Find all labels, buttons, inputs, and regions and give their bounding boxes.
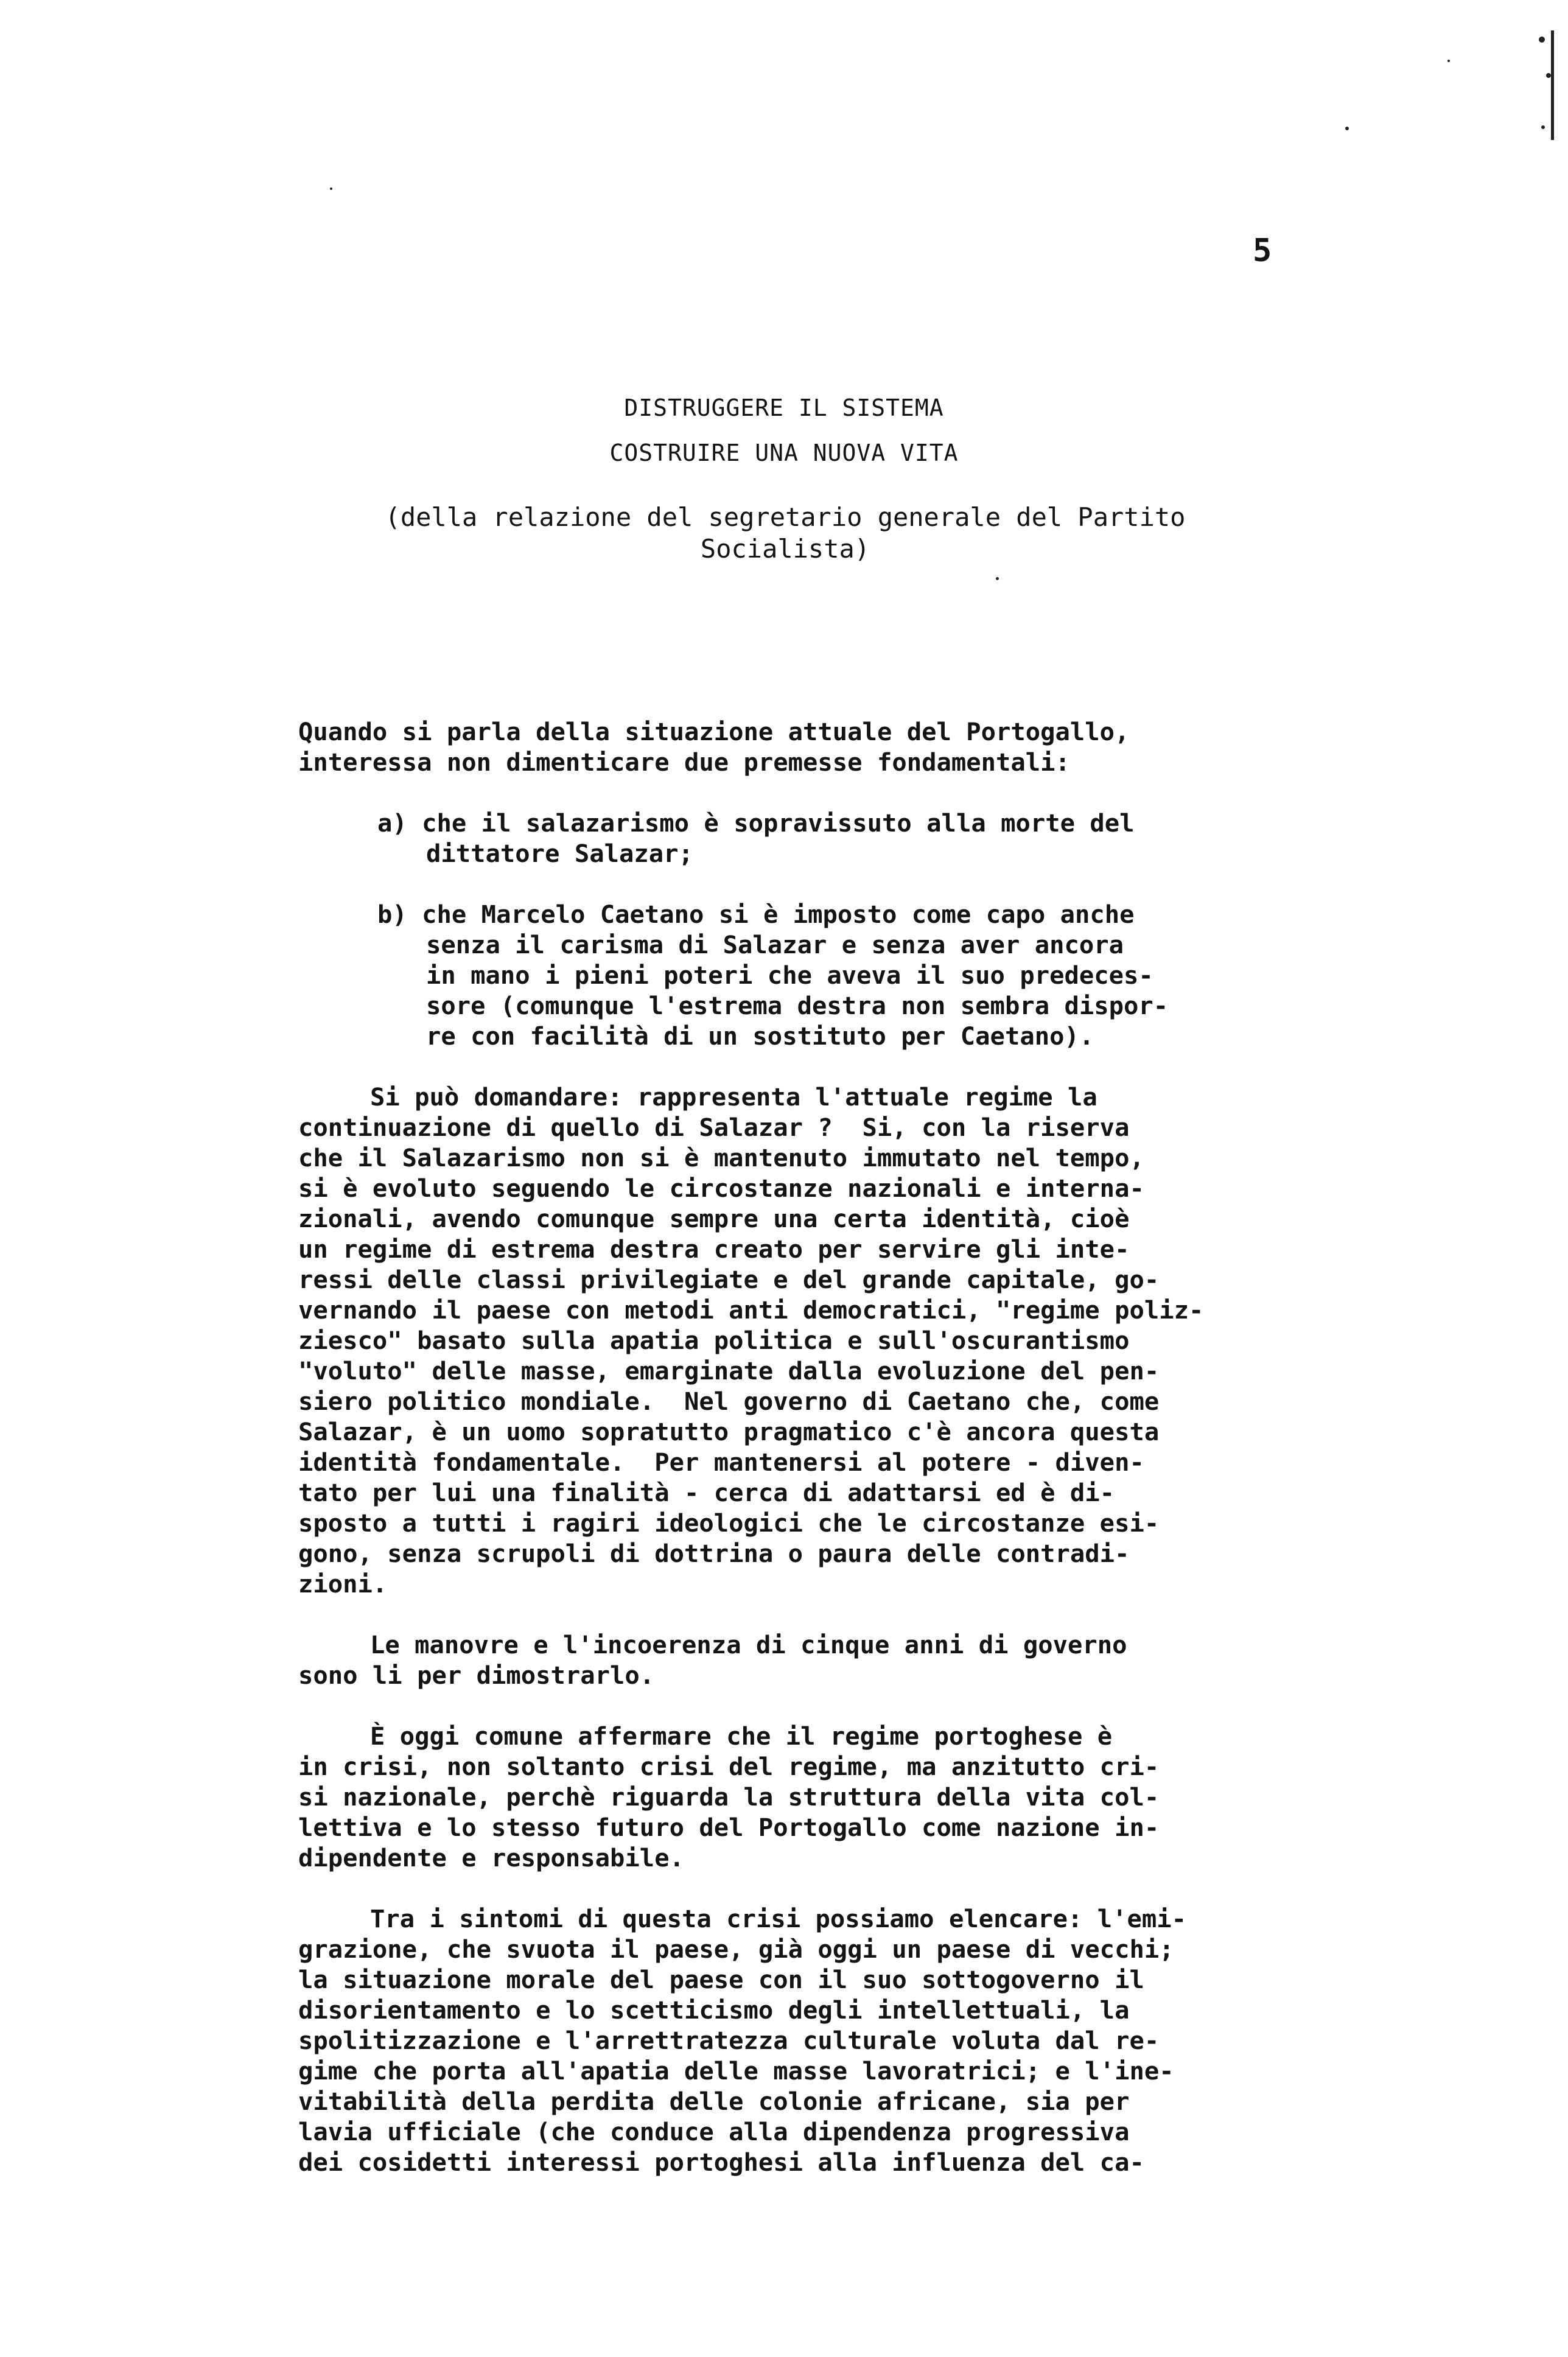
subtitle: (della relazione del segretario generale del Partito Socialista) [385, 502, 1186, 564]
body-line: la situazione morale del paese con il suo sottogoverno il [298, 1965, 1144, 1994]
body-line: ziesco" basato sulla apatia politica e sull'oscurantismo [298, 1326, 1130, 1355]
body-line: grazione, che svuota il paese, già oggi un paese di vecchi; [298, 1935, 1174, 1964]
body-line: identità fondamentale. Per mantenersi al potere - diven- [298, 1448, 1144, 1477]
body-line: ressi delle classi privilegiate e del grande capitale, go- [298, 1265, 1160, 1294]
scan-speck [1447, 60, 1450, 62]
body-line: b) che Marcelo Caetano si è imposto come capo anche [377, 900, 1135, 929]
body-line: zioni. [298, 1569, 388, 1599]
body-line: si è evoluto seguendo le circostanze nazionali e interna- [298, 1174, 1144, 1203]
scan-speck [1345, 127, 1349, 130]
body-line: sposto a tutti i ragiri ideologici che le circostanze esi- [298, 1508, 1160, 1538]
body-line: in crisi, non soltanto crisi del regime, ma anzitutto cri- [298, 1752, 1160, 1781]
heading-line-1: DISTRUGGERE IL SISTEMA [624, 394, 944, 421]
body-line: dipendente e responsabile. [298, 1843, 684, 1872]
body-line: lettiva e lo stesso futuro del Portogallo come nazione in- [298, 1813, 1160, 1842]
body-line: vitabilità della perdita delle colonie africane, sia per [298, 2087, 1130, 2116]
body-line: zionali, avendo comunque sempre una certa identità, cioè [298, 1204, 1130, 1233]
heading-line-2: COSTRUIRE UNA NUOVA VITA [609, 440, 959, 466]
body-line: "voluto" delle masse, emarginate dalla evoluzione del pen- [298, 1356, 1160, 1385]
margin-mark [1551, 30, 1554, 140]
body-line: si nazionale, perchè riguarda la struttura della vita col- [298, 1782, 1160, 1812]
body-line: re con facilità di un sostituto per Caetano). [426, 1021, 1094, 1051]
body-line: Salazar, è un uomo sopratutto pragmatico c'è ancora questa [298, 1417, 1160, 1446]
body-line: sore (comunque l'estrema destra non sembra dispor- [426, 991, 1169, 1020]
body-line: gime che porta all'apatia delle masse lavoratrici; e l'ine- [298, 2056, 1174, 2086]
page-number: 5 [1253, 233, 1272, 269]
body-line: lavia ufficiale (che conduce alla dipendenza progressiva [298, 2117, 1130, 2146]
body-line: disorientamento e lo scetticismo degli intellettuali, la [298, 1995, 1130, 2025]
scan-speck [1546, 73, 1551, 78]
body-line: sono li per dimostrarlo. [298, 1661, 655, 1690]
body-line: un regime di estrema destra creato per servire gli inte- [298, 1235, 1130, 1264]
body-line: Si può domandare: rappresenta l'attuale regime la [370, 1082, 1097, 1112]
body-line: vernando il paese con metodi anti democratici, "regime poliz- [298, 1295, 1204, 1325]
body-line: senza il carisma di Salazar e senza aver ancora [426, 930, 1124, 959]
scan-speck [1539, 37, 1545, 43]
body-line: Quando si parla della situazione attuale del Portogallo, [298, 717, 1130, 746]
body-line: È oggi comune affermare che il regime portoghese è [370, 1721, 1113, 1751]
scan-speck [996, 577, 999, 580]
body-line: a) che il salazarismo è sopravissuto alla morte del [377, 808, 1135, 838]
body-line: siero politico mondiale. Nel governo di Caetano che, come [298, 1387, 1160, 1416]
body-line: dei cosidetti interessi portoghesi alla influenza del ca- [298, 2148, 1144, 2177]
body-line: Tra i sintomi di questa crisi possiamo elencare: l'emi- [370, 1904, 1187, 1933]
body-line: Le manovre e l'incoerenza di cinque anni di governo [370, 1630, 1127, 1659]
body-line: continuazione di quello di Salazar ? Si, con la riserva [298, 1113, 1130, 1142]
body-line: in mano i pieni poteri che aveva il suo predeces- [426, 961, 1153, 990]
body-line: tato per lui una finalità - cerca di adattarsi ed è di- [298, 1478, 1115, 1507]
body-line: gono, senza scrupoli di dottrina o paura delle contradi- [298, 1539, 1130, 1568]
scan-speck [330, 187, 332, 190]
scan-speck [1541, 125, 1545, 129]
body-line: dittatore Salazar; [426, 839, 693, 868]
body-line: spolitizzazione e l'arrettratezza culturale voluta dal re- [298, 2026, 1160, 2055]
body-line: interessa non dimenticare due premesse fondamentali: [298, 748, 1070, 777]
body-line: che il Salazarismo non si è mantenuto immutato nel tempo, [298, 1143, 1144, 1172]
